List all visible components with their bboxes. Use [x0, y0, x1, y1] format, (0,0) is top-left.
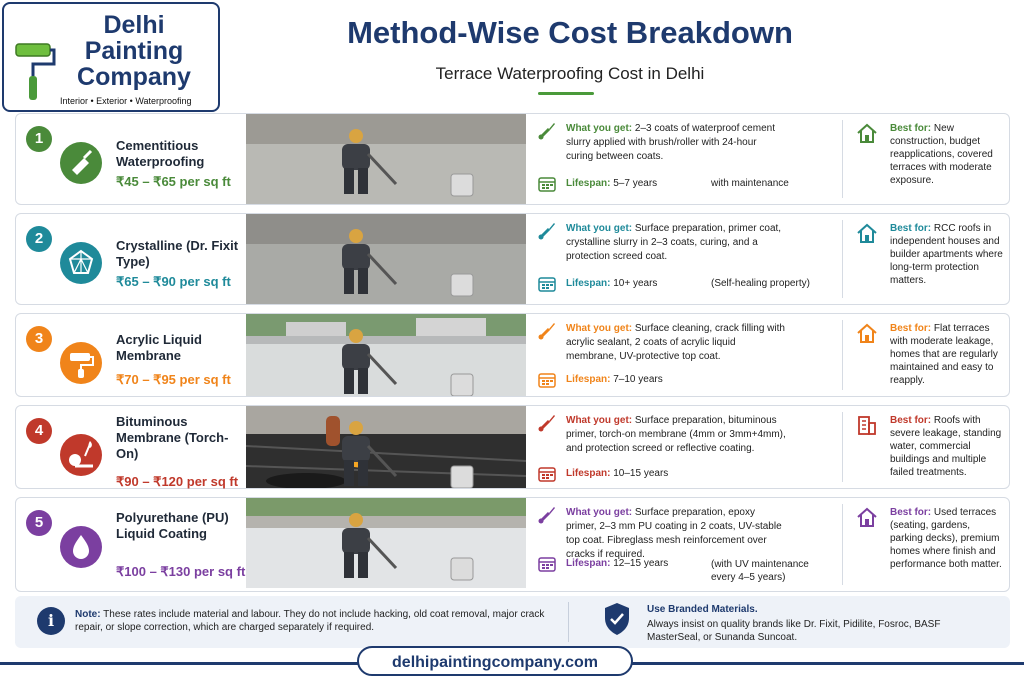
what-you-get-text: What you get: Surface cleaning, crack filling with acrylic sealant, 2 coats of acrylic liquid membrane, UV-protective top coat. [566, 323, 785, 362]
divider [568, 602, 569, 642]
brush-icon [538, 412, 556, 432]
page-subtitle: Terrace Waterproofing Cost in Delhi [435, 64, 705, 83]
paint-roller-icon [60, 342, 102, 384]
calendar-icon [538, 466, 556, 482]
page-title: Method-Wise Cost Breakdown [347, 15, 793, 50]
brush-icon [538, 220, 556, 240]
method-name: Cementitious Waterproofing [116, 138, 205, 169]
what-you-get-text: What you get: 2–3 coats of waterproof cement slurry applied with brush/roller with 24-hour curing between coats. [566, 123, 775, 162]
divider [842, 320, 843, 390]
house-icon [856, 506, 878, 528]
what-you-get-text: What you get: Surface preparation, epoxy primer, 2–3 mm PU coating in 2 coats, UV-stable top coat. Fibreglass mesh reinforcement over cracks if required. [566, 507, 782, 560]
brush-icon [538, 504, 556, 524]
website-link[interactable]: delhipaintingcompany.com [357, 646, 633, 676]
method-photo [246, 498, 526, 591]
title-underline [538, 92, 594, 95]
best-for-text: Best for: RCC roofs in independent houses and builder apartments where long-term protection matters. [890, 223, 1003, 286]
house-icon [856, 122, 878, 144]
calendar-icon [538, 372, 556, 388]
method-photo [246, 114, 526, 204]
method-card [15, 405, 1010, 489]
divider [842, 220, 843, 298]
lifespan-text: Lifespan: 10–15 years [566, 468, 669, 479]
method-photo [246, 406, 526, 488]
company-logo [2, 2, 220, 112]
calendar-icon [538, 176, 556, 192]
method-name: Acrylic Liquid Membrane [116, 332, 202, 363]
best-for-text: Best for: New construction, budget reapplications, covered terraces with moderate exposure. [890, 123, 993, 186]
divider [842, 504, 843, 585]
branded-title: Use Branded Materials. [647, 604, 758, 615]
crystal-icon [60, 242, 102, 284]
method-price: ₹45 – ₹65 per sq ft [116, 174, 231, 189]
method-card [15, 313, 1010, 397]
method-card [15, 113, 1010, 205]
method-name: Polyurethane (PU) Liquid Coating [116, 510, 229, 541]
divider [842, 120, 843, 198]
brush-icon [538, 320, 556, 340]
method-price: ₹100 – ₹130 per sq ft [116, 564, 246, 579]
brand-tagline: Interior • Exterior • Waterproofing [60, 96, 192, 106]
lifespan-text: Lifespan: 5–7 years [566, 178, 658, 189]
what-you-get-text: What you get: Surface preparation, bituminous primer, torch-on membrane (4mm or 3mm+4mm), and protection screed or reflective coating. [566, 415, 786, 454]
lifespan-note: (Self-healing property) [711, 278, 810, 289]
info-icon: i [37, 607, 65, 635]
method-number-badge: 1 [26, 126, 52, 152]
method-number-badge: 5 [26, 510, 52, 536]
droplet-icon [60, 526, 102, 568]
method-price: ₹90 – ₹120 per sq ft [116, 474, 239, 489]
best-for-text: Best for: Roofs with severe leakage, standing water, commercial buildings and multiple failed treatments. [890, 415, 1002, 478]
torch-roll-icon [60, 434, 102, 476]
method-photo [246, 314, 526, 396]
method-number-badge: 2 [26, 226, 52, 252]
method-name: Crystalline (Dr. Fixit Type) [116, 238, 239, 269]
method-number-badge: 4 [26, 418, 52, 444]
building-icon [856, 414, 878, 436]
brand-name: Delhi Painting Company [77, 11, 191, 91]
house-icon [856, 322, 878, 344]
trowel-icon [60, 142, 102, 184]
branded-text: Always insist on quality brands like Dr. Fixit, Pidilite, Fosroc, BASF MasterSeal, or Sunanda Suncoat. [647, 619, 941, 643]
calendar-icon [538, 556, 556, 572]
method-card [15, 497, 1010, 592]
lifespan-note: (with UV maintenance every 4–5 years) [711, 559, 809, 583]
note-text: Note: These rates include material and labour. They do not include hacking, old coat removal, major crack repair, or slope correction, which are charged separately if required. [75, 609, 545, 633]
method-name: Bituminous Membrane (Torch-On) [116, 414, 229, 461]
best-for-text: Best for: Used terraces (seating, gardens, parking decks), premium homes where finish and performance both matter. [890, 507, 1002, 570]
lifespan-text: Lifespan: 7–10 years [566, 374, 663, 385]
brush-icon [538, 120, 556, 140]
method-photo [246, 214, 526, 304]
lifespan-text: Lifespan: 10+ years [566, 278, 658, 289]
method-card [15, 213, 1010, 305]
calendar-icon [538, 276, 556, 292]
paint-roller-logo-icon [14, 42, 56, 102]
method-number-badge: 3 [26, 326, 52, 352]
divider [842, 412, 843, 482]
house-icon [856, 222, 878, 244]
note-bar [15, 596, 1010, 648]
method-price: ₹65 – ₹90 per sq ft [116, 274, 231, 289]
what-you-get-text: What you get: Surface preparation, primer coat, crystalline slurry in 2–3 coats, curing, and a protection screed coat. [566, 223, 782, 262]
shield-check-icon [603, 602, 631, 636]
lifespan-note: with maintenance [711, 178, 789, 189]
lifespan-text: Lifespan: 12–15 years [566, 558, 669, 569]
best-for-text: Best for: Flat terraces with moderate leakage, homes that are regularly maintained and easy to reapply. [890, 323, 998, 386]
method-price: ₹70 – ₹95 per sq ft [116, 372, 231, 387]
